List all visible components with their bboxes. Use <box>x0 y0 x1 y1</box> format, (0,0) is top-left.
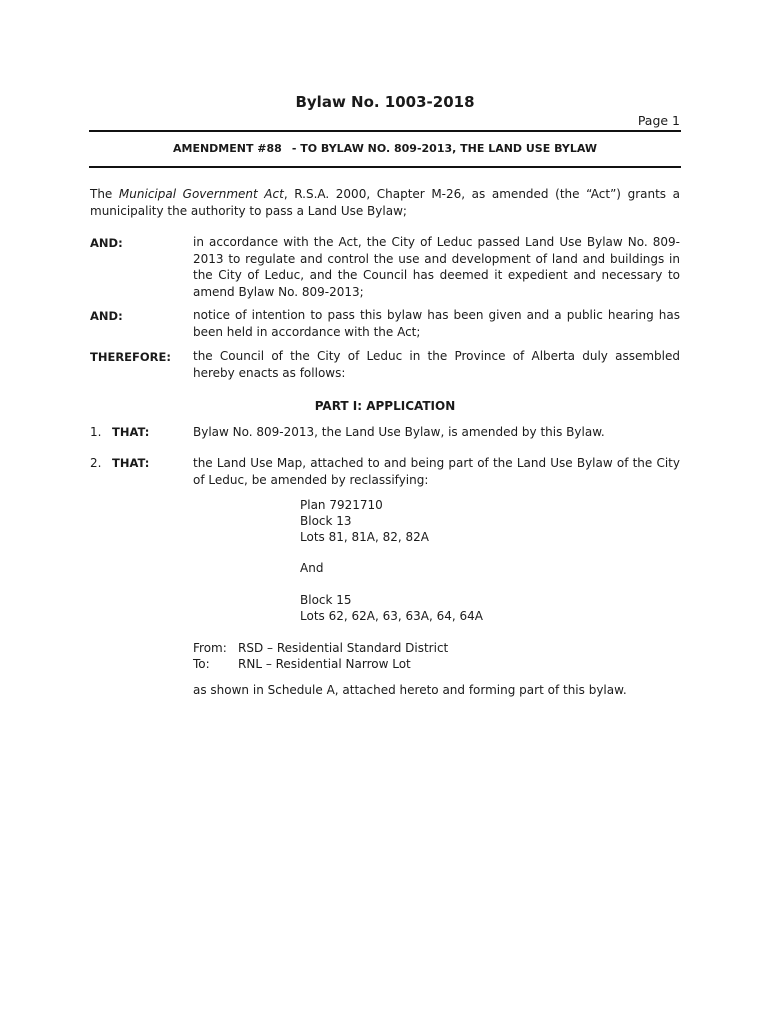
recital-label: AND: <box>90 309 123 323</box>
amendment-heading <box>89 142 681 155</box>
from-label: From: <box>193 641 227 655</box>
bylaw-title: Bylaw No. 1003-2018 <box>295 93 475 111</box>
recital-label: AND: <box>90 236 123 250</box>
amendment-subject: - TO BYLAW NO. 809-2013, THE LAND USE BYLAW <box>291 142 597 155</box>
to-line <box>193 656 411 672</box>
item-text: the Land Use Map, attached to and being part of the Land Use Bylaw of the City of Leduc, be amended by reclassifying: <box>193 456 680 487</box>
item-label: THAT: <box>112 425 150 439</box>
from-line <box>193 640 448 656</box>
recital-text: in accordance with the Act, the City of Leduc passed Land Use Bylaw No. 809-2013 to regulate and control the use and development of land and buildings in the City of Leduc, and the Council has deemed it expedient and necessary to amend Bylaw No. 809-2013; <box>193 235 680 299</box>
and-connector: And <box>300 561 324 575</box>
lots-line: Lots 81, 81A, 82, 82A <box>300 530 429 544</box>
intro-paragraph: The Municipal Government Act, R.S.A. 2000, Chapter M-26, as amended (the “Act”) grants a municipality the authority to pass a Land Use Bylaw; <box>90 187 680 218</box>
to-label: To: <box>193 657 210 671</box>
legal-description-1 <box>300 497 429 545</box>
recital-text: the Council of the City of Leduc in the Province of Alberta duly assembled hereby enacts as follows: <box>193 349 680 380</box>
item-number: 1. <box>90 425 102 439</box>
amendment-number: AMENDMENT #88 <box>173 142 282 155</box>
recital-text: notice of intention to pass this bylaw has been given and a public hearing has been held in accordance with the Act; <box>193 308 680 339</box>
block-line: Block 13 <box>300 514 352 528</box>
legal-description-2 <box>300 592 483 624</box>
part-heading: PART I: APPLICATION <box>314 399 456 413</box>
top-rule <box>89 130 681 132</box>
item-text: Bylaw No. 809-2013, the Land Use Bylaw, is amended by this Bylaw. <box>193 425 605 439</box>
page-number: Page 1 <box>637 113 680 128</box>
act-name: Municipal Government Act <box>118 187 284 201</box>
from-value: RSD – Residential Standard District <box>238 641 449 655</box>
recital-label: THEREFORE: <box>90 350 171 364</box>
to-value: RNL – Residential Narrow Lot <box>238 657 411 671</box>
bottom-rule <box>89 166 681 168</box>
block-line: Block 15 <box>300 593 352 607</box>
item-label: THAT: <box>112 456 150 470</box>
item-number: 2. <box>90 456 102 470</box>
lots-line: Lots 62, 62A, 63, 63A, 64, 64A <box>300 609 483 623</box>
plan-line: Plan 7921710 <box>300 498 383 512</box>
closing-text: as shown in Schedule A, attached hereto and forming part of this bylaw. <box>193 683 627 697</box>
